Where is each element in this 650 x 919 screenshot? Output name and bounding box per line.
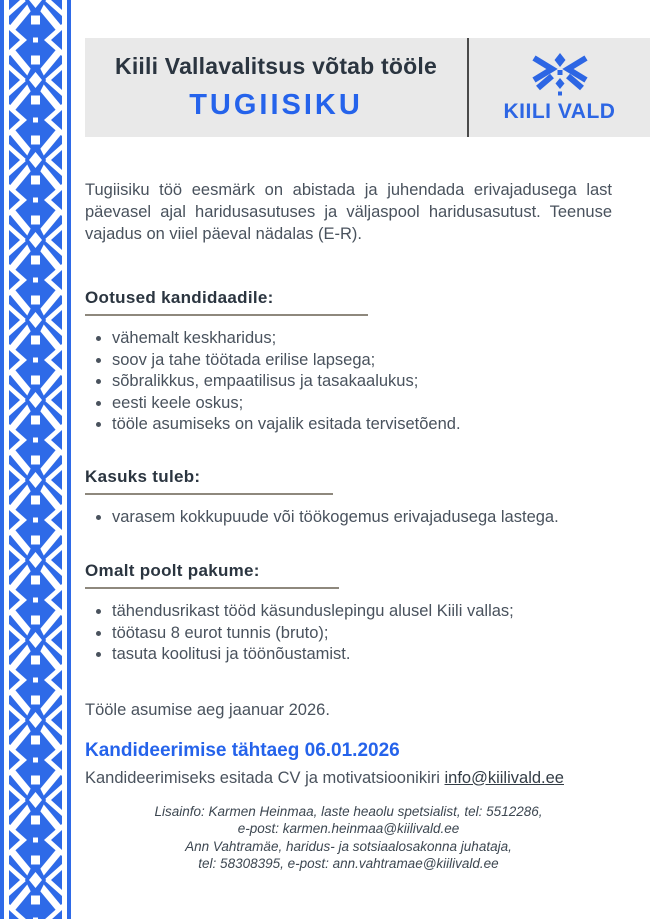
footer-line: Lisainfo: Karmen Heinmaa, laste heaolu spetsialist, tel: 5512286, (154, 803, 543, 819)
start-date-line: Tööle asumise aeg jaanuar 2026. (85, 700, 330, 719)
section-expectations (85, 245, 612, 436)
expectations-list (99, 328, 612, 436)
footer-line: Ann Vahtramäe, haridus- ja sotsiaalosakonna juhataja, (185, 838, 512, 854)
application-deadline: Kandideerimise tähtaeg 06.01.2026 (85, 739, 400, 761)
header-title-block (85, 38, 467, 137)
list-item: • varasem kokkupuude või töökogemus erivajadusega lastega. (112, 507, 612, 529)
employer-title: Kiili Vallavalitsus võtab tööle (115, 53, 437, 79)
list-item: • tasuta koolitusi ja töönõustamist. (112, 644, 612, 666)
folk-pattern-border (0, 0, 71, 919)
list-item: • töötasu 8 eurot tunnis (bruto); (112, 623, 612, 645)
footer-line: e-post: karmen.heinmaa@kiilivald.ee (237, 821, 460, 836)
list-item: • sõbralikkus, empaatilisus ja tasakaalukus; (112, 371, 612, 393)
section-heading: Kasuks tuleb: (85, 467, 333, 495)
contact-info-footer (85, 803, 612, 873)
application-text: Kandideerimiseks esitada CV ja motivatsioonikiri (85, 768, 445, 787)
list-item: • soov ja tahe töötada erilise lapsega; (112, 350, 612, 372)
footer-line: tel: 58308395, e-post: ann.vahtramae@kiilivald.ee (198, 856, 499, 871)
position-title: TUGIISIKU (189, 89, 363, 121)
application-email-link[interactable]: info@kiilivald.ee (444, 768, 564, 787)
section-offer (85, 528, 612, 666)
list-item: • tähendusrikast tööd käsunduslepingu alusel Kiili vallas; (112, 601, 612, 623)
section-advantages (85, 436, 612, 529)
list-item: • tööle asumiseks on vajalik esitada tervisetõend. (112, 414, 612, 436)
intro-paragraph: Tugiisiku töö eesmärk on abistada ja juhendada erivajadusega last päevasel ajal haridusasutuses ja väljaspool haridusasutust. Teenuse vajadus on viiel päeval nädalas (E-R). (85, 181, 612, 243)
header-band (85, 38, 650, 137)
list-item: • eesti keele oskus; (112, 393, 612, 415)
offer-list (99, 601, 612, 666)
logo-text: KIILI VALD (503, 99, 616, 123)
advantages-list (99, 507, 612, 529)
kiili-vald-dragonfly-icon (528, 52, 592, 96)
section-heading: Ootused kandidaadile: (85, 288, 368, 316)
section-heading: Omalt poolt pakume: (85, 561, 339, 589)
document-content (71, 0, 650, 919)
list-item: • vähemalt keskharidus; (112, 328, 612, 350)
application-instructions (85, 767, 612, 789)
logo-block (469, 38, 650, 137)
